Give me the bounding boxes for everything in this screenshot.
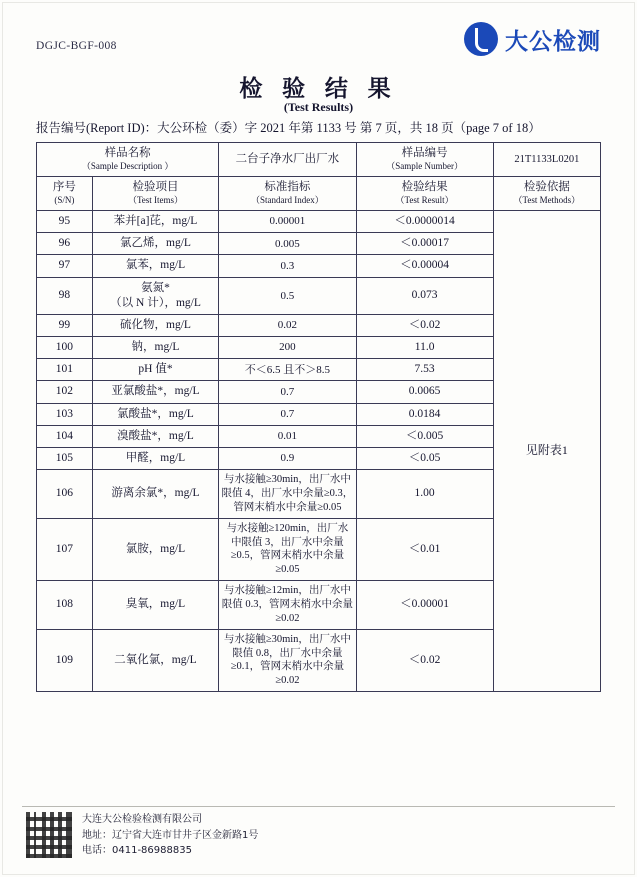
cell-sn: 104 xyxy=(37,425,93,447)
cell-test-item: 二氧化氯，mg/L xyxy=(92,629,219,691)
cell-sn: 99 xyxy=(37,314,93,336)
cell-test-item: 甲醛，mg/L xyxy=(92,447,219,469)
cell-test-item: 硫化物，mg/L xyxy=(92,314,219,336)
cell-test-result: ＜0.0000014 xyxy=(356,211,493,233)
footer-company: 大连大公检验检测有限公司 xyxy=(82,814,202,825)
cell-sn: 97 xyxy=(37,255,93,277)
page-title: 检 验 结 果 xyxy=(239,76,398,101)
cell-test-result: 11.0 xyxy=(356,337,493,359)
cell-sn: 95 xyxy=(37,211,93,233)
cell-standard-index: 0.9 xyxy=(219,447,356,469)
column-header-test-methods: 检验依据 （Test Methods） xyxy=(493,177,600,211)
cell-standard-index: 0.5 xyxy=(219,277,356,314)
cell-test-result: ＜0.01 xyxy=(356,518,493,580)
cell-standard-index: 与水接触≥30min，出厂水中限值 4，出厂水中余量≥0.3，管网末梢水中余量≥0.05 xyxy=(219,470,356,519)
cell-test-result: 1.00 xyxy=(356,470,493,519)
cell-test-item: 氯胺，mg/L xyxy=(92,518,219,580)
page-title-en: (Test Results) xyxy=(283,100,354,114)
cell-test-result: ＜0.05 xyxy=(356,447,493,469)
company-logo xyxy=(464,22,601,56)
cell-standard-index: 200 xyxy=(219,337,356,359)
table-row xyxy=(37,211,601,233)
column-header-test-items: 检验项目 （Test Items） xyxy=(92,177,219,211)
cell-test-methods: 见附表1 xyxy=(493,211,600,692)
header-sample-description: 样品名称 （Sample Description ） xyxy=(37,143,219,177)
cell-test-result: ＜0.00004 xyxy=(356,255,493,277)
cell-sn: 109 xyxy=(37,629,93,691)
cell-test-result: 0.073 xyxy=(356,277,493,314)
cell-standard-index: 0.005 xyxy=(219,233,356,255)
cell-test-result: ＜0.00017 xyxy=(356,233,493,255)
cell-test-result: 0.0184 xyxy=(356,403,493,425)
cell-standard-index: 0.00001 xyxy=(219,211,356,233)
cell-test-item: 钠，mg/L xyxy=(92,337,219,359)
cell-test-item: 游离余氯*，mg/L xyxy=(92,470,219,519)
cell-test-result: 0.0065 xyxy=(356,381,493,403)
cell-test-result: ＜0.02 xyxy=(356,629,493,691)
footer-divider xyxy=(22,806,615,807)
cell-sn: 106 xyxy=(37,470,93,519)
column-header-test-result: 检验结果 （Test Result） xyxy=(356,177,493,211)
cell-standard-index: 0.01 xyxy=(219,425,356,447)
cell-sn: 105 xyxy=(37,447,93,469)
cell-standard-index: 0.02 xyxy=(219,314,356,336)
cell-test-result: 7.53 xyxy=(356,359,493,381)
cell-test-item: 亚氯酸盐*，mg/L xyxy=(92,381,219,403)
logo-mark-icon xyxy=(464,22,498,56)
table-header-sample-row xyxy=(37,143,601,177)
footer-address: 地址：辽宁省大连市甘井子区金新路1号 xyxy=(82,829,259,841)
cell-standard-index: 与水接触≥12min，出厂水中限值 0.3，管网末梢水中余量≥0.02 xyxy=(219,581,356,630)
cell-sn: 107 xyxy=(37,518,93,580)
cell-test-result: ＜0.00001 xyxy=(356,581,493,630)
cell-standard-index: 0.7 xyxy=(219,381,356,403)
qr-code-icon xyxy=(26,812,72,858)
test-results-table xyxy=(36,142,601,692)
cell-test-item: 苯并[a]芘，mg/L xyxy=(92,211,219,233)
cell-standard-index: 与水接触≥120min，出厂水中限值 3，出厂水中余量≥0.5，管网末梢水中余量≥0.05 xyxy=(219,518,356,580)
header-sample-number-value: 21T1133L0201 xyxy=(493,143,600,177)
cell-sn: 102 xyxy=(37,381,93,403)
cell-sn: 103 xyxy=(37,403,93,425)
cell-standard-index: 不＜6.5 且不＞8.5 xyxy=(219,359,356,381)
cell-test-item: 臭氧，mg/L xyxy=(92,581,219,630)
cell-sn: 100 xyxy=(37,337,93,359)
cell-test-item: 氯苯，mg/L xyxy=(92,255,219,277)
header-sample-name-value: 二台子净水厂出厂水 xyxy=(219,143,356,177)
cell-sn: 98 xyxy=(37,277,93,314)
cell-test-result: ＜0.005 xyxy=(356,425,493,447)
cell-test-item: pH 值* xyxy=(92,359,219,381)
column-header-standard-index: 标准指标 （Standard Index） xyxy=(219,177,356,211)
cell-sn: 101 xyxy=(37,359,93,381)
table-column-header-row xyxy=(37,177,601,211)
cell-test-item: 氨氮* （以 N 计），mg/L xyxy=(92,277,219,314)
cell-standard-index: 0.7 xyxy=(219,403,356,425)
cell-sn: 108 xyxy=(37,581,93,630)
cell-sn: 96 xyxy=(37,233,93,255)
cell-standard-index: 与水接触≥30min，出厂水中限值 0.8，出厂水中余量≥0.1，管网末梢水中余量≥0.02 xyxy=(219,629,356,691)
report-id-line: 报告编号(Report ID)：大公环检（委）字 2021 年第 1133 号 第 7 页，共 18 页（page 7 of 18） xyxy=(36,121,541,135)
footer-contact xyxy=(82,812,258,859)
logo-text: 大公检测 xyxy=(505,28,601,55)
cell-test-item: 溴酸盐*，mg/L xyxy=(92,425,219,447)
footer-phone: 电话：0411-86988835 xyxy=(82,845,192,856)
document-code: DGJC-BGF-008 xyxy=(36,40,117,52)
cell-standard-index: 0.3 xyxy=(219,255,356,277)
cell-test-item: 氯乙烯，mg/L xyxy=(92,233,219,255)
header-sample-number: 样品编号 （Sample Number） xyxy=(356,143,493,177)
cell-test-item: 氯酸盐*，mg/L xyxy=(92,403,219,425)
cell-test-result: ＜0.02 xyxy=(356,314,493,336)
column-header-sn: 序号 (S/N) xyxy=(37,177,93,211)
